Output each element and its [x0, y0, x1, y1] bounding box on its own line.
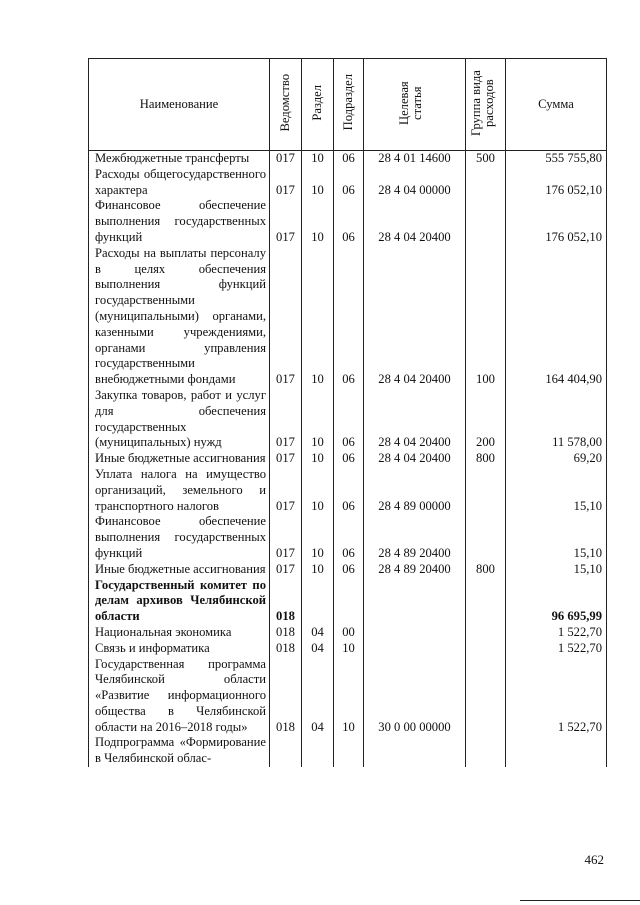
row-name: Финансовое обеспечение выполнения государственных функций	[89, 514, 270, 561]
table-row	[89, 451, 607, 467]
header-sum: Сумма	[506, 59, 607, 151]
row-sum: 15,10	[506, 467, 607, 514]
row-subsection: 06	[334, 451, 364, 467]
table-row	[89, 388, 607, 451]
row-subsection: 06	[334, 467, 364, 514]
row-sum: 1 522,70	[506, 641, 607, 657]
row-section: 10	[302, 467, 334, 514]
row-sum: 69,20	[506, 451, 607, 467]
row-dept	[270, 735, 302, 767]
row-sum: 15,10	[506, 562, 607, 578]
row-group: 500	[466, 151, 506, 167]
header-section: Раздел	[309, 84, 324, 121]
row-group: 200	[466, 388, 506, 451]
table-row	[89, 467, 607, 514]
row-dept: 017	[270, 562, 302, 578]
row-sum: 164 404,90	[506, 246, 607, 388]
row-target: 28 4 89 20400	[364, 562, 466, 578]
table-row	[89, 514, 607, 561]
row-dept: 017	[270, 198, 302, 245]
row-dept: 017	[270, 388, 302, 451]
row-target: 28 4 01 14600	[364, 151, 466, 167]
table-row	[89, 151, 607, 167]
row-dept: 018	[270, 641, 302, 657]
row-group: 800	[466, 451, 506, 467]
row-group: 100	[466, 246, 506, 388]
row-subsection: 06	[334, 151, 364, 167]
table-row	[89, 167, 607, 199]
row-group	[466, 514, 506, 561]
row-group	[466, 625, 506, 641]
table-row	[89, 198, 607, 245]
row-target	[364, 641, 466, 657]
row-subsection: 10	[334, 657, 364, 736]
row-name: Связь и информатика	[89, 641, 270, 657]
table-row	[89, 578, 607, 625]
row-name: Межбюджетные трансферты	[89, 151, 270, 167]
row-section	[302, 578, 334, 625]
row-subsection: 06	[334, 167, 364, 199]
row-target	[364, 578, 466, 625]
row-name: Финансовое обеспечение выполнения государственных функций	[89, 198, 270, 245]
row-name: Иные бюджетные ассигнования	[89, 451, 270, 467]
footer-rule	[520, 900, 640, 901]
row-subsection	[334, 735, 364, 767]
row-section: 10	[302, 388, 334, 451]
row-section: 10	[302, 562, 334, 578]
table-row	[89, 657, 607, 736]
row-section: 04	[302, 641, 334, 657]
row-dept: 018	[270, 657, 302, 736]
row-dept: 017	[270, 451, 302, 467]
row-name: Национальная экономика	[89, 625, 270, 641]
row-section: 10	[302, 514, 334, 561]
row-name: Уплата налога на имущество организаций, земельного и транспортного налогов	[89, 467, 270, 514]
row-dept: 017	[270, 246, 302, 388]
row-subsection: 06	[334, 388, 364, 451]
row-target: 28 4 04 20400	[364, 198, 466, 245]
table-row	[89, 562, 607, 578]
row-target	[364, 625, 466, 641]
row-subsection: 06	[334, 198, 364, 245]
row-subsection: 06	[334, 246, 364, 388]
row-section	[302, 735, 334, 767]
row-name: Государственный комитет по делам архивов Челябинской области	[89, 578, 270, 625]
row-group	[466, 167, 506, 199]
row-dept: 017	[270, 467, 302, 514]
row-sum: 96 695,99	[506, 578, 607, 625]
table-row	[89, 641, 607, 657]
row-sum: 1 522,70	[506, 657, 607, 736]
row-name: Расходы на выплаты персоналу в целях обеспечения выполнения функций государственными (муниципальными) органами, казенными учреждениями, органами управления государственными внебюджетными фондами	[89, 246, 270, 388]
row-section: 10	[302, 151, 334, 167]
row-section: 10	[302, 451, 334, 467]
row-group	[466, 467, 506, 514]
budget-table	[88, 58, 607, 767]
row-subsection: 10	[334, 641, 364, 657]
row-sum: 15,10	[506, 514, 607, 561]
row-section: 10	[302, 198, 334, 245]
row-target: 30 0 00 00000	[364, 657, 466, 736]
row-dept: 017	[270, 151, 302, 167]
row-dept: 017	[270, 514, 302, 561]
table-row	[89, 246, 607, 388]
row-target: 28 4 04 20400	[364, 246, 466, 388]
table-row	[89, 625, 607, 641]
row-name: Расходы общегосударственного характера	[89, 167, 270, 199]
row-dept: 018	[270, 625, 302, 641]
row-target	[364, 735, 466, 767]
row-group	[466, 198, 506, 245]
row-subsection: 00	[334, 625, 364, 641]
header-name: Наименование	[89, 59, 270, 151]
row-subsection: 06	[334, 514, 364, 561]
row-group	[466, 641, 506, 657]
row-subsection: 06	[334, 562, 364, 578]
row-section: 04	[302, 625, 334, 641]
row-name: Подпрограмма «Формирование в Челябинской облас-	[89, 735, 270, 767]
row-name: Закупка товаров, работ и услуг для обеспечения государственных (муниципальных) нужд	[89, 388, 270, 451]
row-group	[466, 735, 506, 767]
header-dept: Ведомство	[277, 73, 292, 132]
row-dept: 018	[270, 578, 302, 625]
table-header	[89, 59, 607, 151]
row-sum	[506, 735, 607, 767]
row-group: 800	[466, 562, 506, 578]
row-target: 28 4 04 20400	[364, 451, 466, 467]
row-target: 28 4 89 20400	[364, 514, 466, 561]
row-name: Государственная программа Челябинской области «Развитие информационного общества в Челябинской области на 2016–2018 годы»	[89, 657, 270, 736]
row-group	[466, 657, 506, 736]
row-target: 28 4 04 00000	[364, 167, 466, 199]
row-target: 28 4 04 20400	[364, 388, 466, 451]
row-section: 10	[302, 246, 334, 388]
row-sum: 11 578,00	[506, 388, 607, 451]
table-row	[89, 735, 607, 767]
row-section: 10	[302, 167, 334, 199]
row-group	[466, 578, 506, 625]
header-target: Целевая статья	[396, 80, 424, 125]
header-group: Группа вида расходов	[468, 69, 496, 136]
row-sum: 1 522,70	[506, 625, 607, 641]
row-sum: 176 052,10	[506, 198, 607, 245]
row-sum: 176 052,10	[506, 167, 607, 199]
header-subsection: Подраздел	[340, 74, 355, 131]
row-subsection	[334, 578, 364, 625]
row-sum: 555 755,80	[506, 151, 607, 167]
row-name: Иные бюджетные ассигнования	[89, 562, 270, 578]
page-number: 462	[584, 852, 604, 867]
row-section: 04	[302, 657, 334, 736]
row-dept: 017	[270, 167, 302, 199]
row-target: 28 4 89 00000	[364, 467, 466, 514]
